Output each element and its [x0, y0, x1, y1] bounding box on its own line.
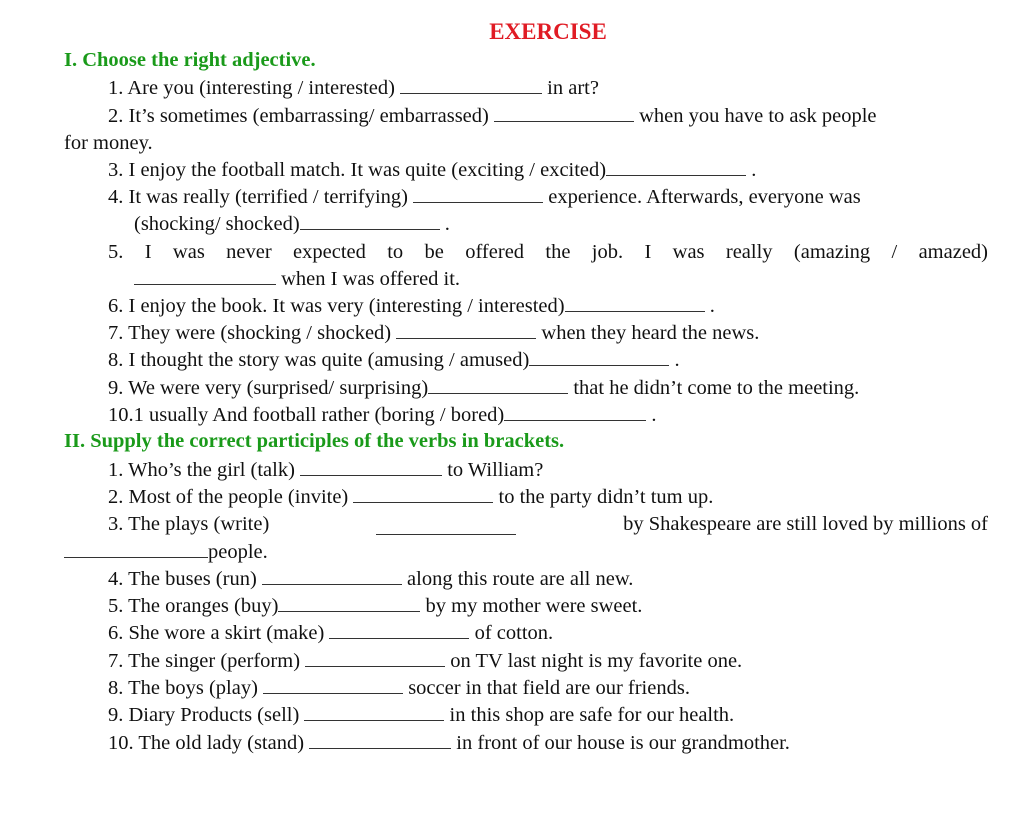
s2-q3-cont-text: people. — [208, 541, 268, 563]
s2-q5-prompt: 5. The oranges (buy) — [108, 595, 279, 617]
s1-q10-prompt: 10.1 usually And football rather (boring / bored) — [108, 404, 505, 426]
s1-q4-blank-2[interactable] — [300, 215, 440, 230]
exercise-title: EXERCISE — [489, 19, 607, 44]
s1-q10 — [108, 403, 657, 427]
s1-q8-blank[interactable] — [529, 351, 669, 366]
s2-q9-end: in this shop are safe for our health. — [449, 704, 735, 726]
s2-q3-prompt: 3. The plays (write) — [108, 513, 270, 535]
s2-q3-blank[interactable] — [376, 520, 516, 535]
s1-q4-cont-text: (shocking/ shocked) — [134, 213, 300, 235]
s1-q4-cont — [134, 212, 450, 236]
s1-q5-blank[interactable] — [134, 270, 276, 285]
section-2-heading: II. Supply the correct participles of the verbs in brackets. — [64, 430, 565, 452]
s1-q5-end: when I was offered it. — [281, 268, 461, 290]
s2-q10-end: in front of our house is our grandmother. — [456, 732, 790, 754]
s1-q2-end: when you have to ask people — [639, 105, 877, 127]
s1-q8 — [108, 348, 680, 372]
s1-q5: 5. I was never expected to be offered the job. I was really (amazing / amazed) — [108, 241, 988, 263]
s2-q6-end: of cotton. — [474, 622, 554, 644]
s1-q4 — [108, 185, 861, 209]
s2-q1-prompt: 1. Who’s the girl (talk) — [108, 459, 295, 481]
s2-q5 — [108, 594, 642, 618]
s1-q8-end: . — [674, 349, 680, 371]
s2-q4 — [108, 567, 633, 591]
s2-q9 — [108, 703, 734, 727]
s2-q7 — [108, 649, 742, 673]
s1-q7-prompt: 7. They were (shocking / shocked) — [108, 322, 392, 344]
s1-q6-blank[interactable] — [565, 297, 705, 312]
s1-q2-cont: for money. — [64, 132, 153, 154]
s1-q3-prompt: 3. I enjoy the football match. It was quite (exciting / excited) — [108, 159, 607, 181]
s1-q2-prompt: 2. It’s sometimes (embarrassing/ embarrassed) — [108, 105, 489, 127]
s2-q4-end: along this route are all new. — [407, 568, 634, 590]
s1-q1-prompt: 1. Are you (interesting / interested) — [108, 77, 395, 99]
s1-q1-blank[interactable] — [400, 79, 542, 94]
s2-q9-prompt: 9. Diary Products (sell) — [108, 704, 300, 726]
s2-q2-prompt: 2. Most of the people (invite) — [108, 486, 349, 508]
s2-q5-end: by my mother were sweet. — [425, 595, 643, 617]
s1-q1-end: in art? — [547, 77, 599, 99]
s2-q10-blank[interactable] — [309, 734, 451, 749]
s2-q8-blank[interactable] — [263, 679, 403, 694]
s1-q1 — [108, 76, 599, 100]
s1-q10-end: . — [651, 404, 657, 426]
s2-q9-blank[interactable] — [304, 706, 444, 721]
s1-q3-end: . — [751, 159, 757, 181]
s1-q4-end: experience. Afterwards, everyone was — [548, 186, 861, 208]
s1-q6-prompt: 6. I enjoy the book. It was very (interesting / interested) — [108, 295, 565, 317]
s2-q4-prompt: 4. The buses (run) — [108, 568, 257, 590]
s1-q2-blank[interactable] — [494, 107, 634, 122]
s2-q6-blank[interactable] — [329, 624, 469, 639]
s1-q9-prompt: 9. We were very (surprised/ surprising) — [108, 377, 429, 399]
s2-q1 — [108, 458, 543, 482]
s2-q10-prompt: 10. The old lady (stand) — [108, 732, 305, 754]
s2-q8-prompt: 8. The boys (play) — [108, 677, 258, 699]
s2-q7-end: on TV last night is my favorite one. — [450, 650, 743, 672]
section-1-heading: I. Choose the right adjective. — [64, 49, 316, 71]
s1-q6-end: . — [709, 295, 715, 317]
s2-q8-end: soccer in that field are our friends. — [408, 677, 690, 699]
s2-q2 — [108, 485, 713, 509]
s1-q2 — [108, 104, 877, 128]
s1-q5-cont — [134, 267, 460, 291]
s2-q4-blank[interactable] — [262, 570, 402, 585]
s2-q8 — [108, 676, 690, 700]
s1-q9-blank[interactable] — [428, 379, 568, 394]
s2-q5-blank[interactable] — [278, 597, 420, 612]
s2-q3-cont — [64, 540, 268, 564]
s2-q6-prompt: 6. She wore a skirt (make) — [108, 622, 325, 644]
s2-q7-prompt: 7. The singer (perform) — [108, 650, 301, 672]
s1-q7-blank[interactable] — [396, 324, 536, 339]
s1-q4-blank[interactable] — [413, 188, 543, 203]
s1-q8-prompt: 8. I thought the story was quite (amusing / amused) — [108, 349, 530, 371]
s2-q2-blank[interactable] — [353, 488, 493, 503]
s2-q1-blank[interactable] — [300, 461, 442, 476]
s1-q3 — [108, 158, 756, 182]
s2-q3-end: by Shakespeare are still loved by millions of — [623, 513, 988, 535]
s1-q3-blank[interactable] — [606, 161, 746, 176]
s1-q7 — [108, 321, 759, 345]
s1-q4-prompt: 4. It was really (terrified / terrifying) — [108, 186, 408, 208]
s1-q6 — [108, 294, 715, 318]
s2-q7-blank[interactable] — [305, 652, 445, 667]
s1-q7-end: when they heard the news. — [541, 322, 760, 344]
s1-q9-end: that he didn’t come to the meeting. — [573, 377, 860, 399]
s2-q3 — [108, 512, 988, 536]
s2-q3-blank-2[interactable] — [64, 543, 208, 558]
s2-q1-end: to William? — [447, 459, 544, 481]
s1-q4-cont-end: . — [444, 213, 450, 235]
s2-q2-end: to the party didn’t tum up. — [498, 486, 714, 508]
s1-q9 — [108, 376, 859, 400]
s2-q10 — [108, 731, 790, 755]
s2-q6 — [108, 621, 553, 645]
s1-q10-blank[interactable] — [504, 406, 646, 421]
